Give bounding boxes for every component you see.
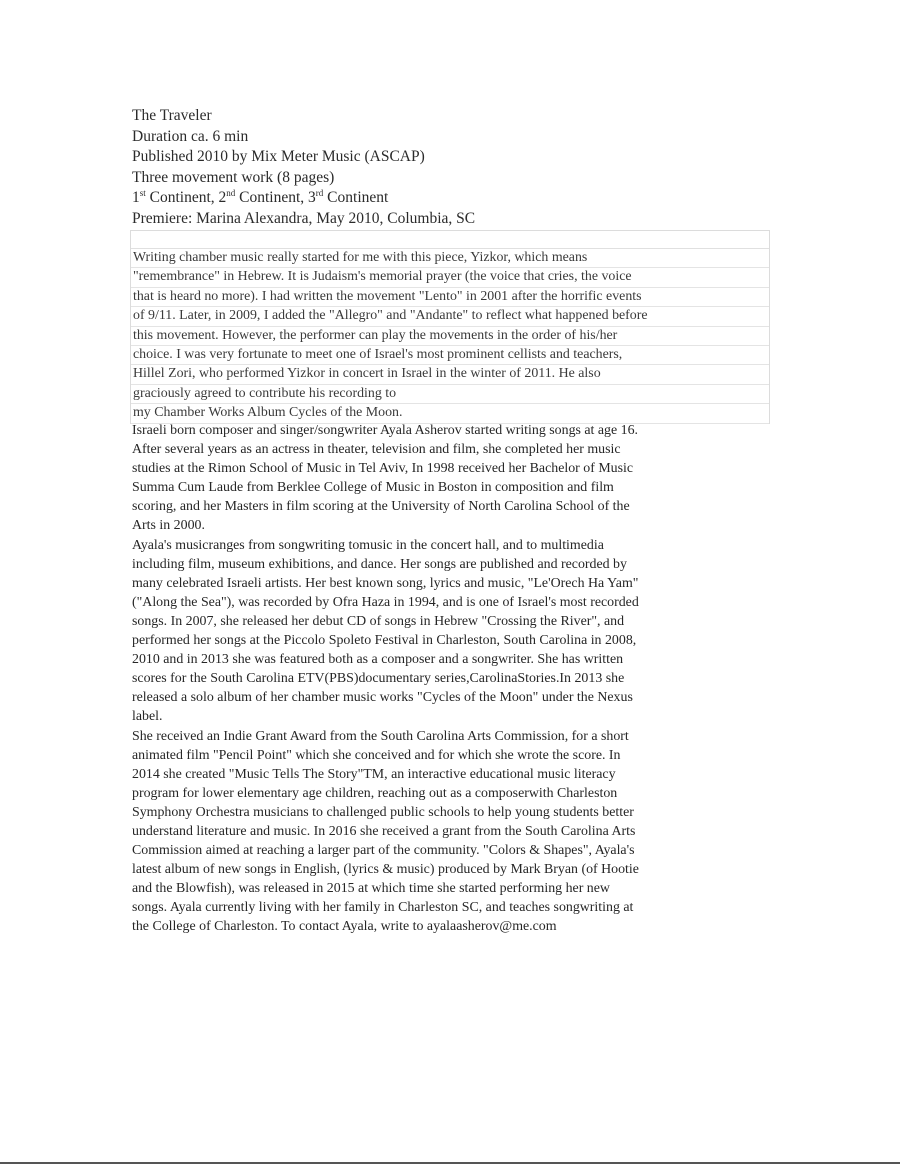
- program-note-line: choice. I was very fortunate to meet one of Israel's most prominent cellists and teachers,: [131, 346, 769, 365]
- program-note-line: Writing chamber music really started for me with this piece, Yizkor, which means: [131, 249, 769, 268]
- movement-number: 2: [218, 189, 227, 206]
- program-note-box: [130, 230, 770, 424]
- ordinal-suffix: st: [139, 188, 146, 198]
- composer-biography: [132, 421, 772, 937]
- work-duration: Duration ca. 6 min: [132, 127, 249, 145]
- bio-line: Arts in 2000.: [132, 518, 205, 534]
- bio-line: including film, museum exhibitions, and dance. Her songs are published and recorded by: [132, 556, 627, 572]
- program-note-line: "remembrance" in Hebrew. It is Judaism's memorial prayer (the voice that cries, the voice: [131, 268, 769, 287]
- bio-line: songs. Ayala currently living with her family in Charleston SC, and teaches songwriting at: [132, 900, 634, 916]
- ordinal-suffix: nd: [226, 188, 236, 198]
- work-header: [132, 106, 772, 229]
- program-note-line: of 9/11. Later, in 2009, I added the "Allegro" and "Andante" to reflect what happened before: [131, 307, 769, 326]
- bio-line: many celebrated Israeli artists. Her best known song, lyrics and music, "Le'Orech Ha Yam": [132, 575, 639, 591]
- program-note-line: this movement. However, the performer can play the movements in the order of his/her: [131, 327, 769, 346]
- work-premiere: Premiere: Marina Alexandra, May 2010, Columbia, SC: [132, 209, 476, 227]
- bio-line: scoring, and her Masters in film scoring at the University of North Carolina School of the: [132, 499, 630, 515]
- movement-list: [132, 188, 772, 209]
- work-title: The Traveler: [132, 107, 212, 124]
- bio-line: 2014 she created "Music Tells The Story"TM, an interactive educational music literacy: [132, 766, 616, 782]
- bio-line: Commission aimed at reaching a larger part of the community. "Colors & Shapes", Ayala's: [132, 843, 635, 859]
- bio-line: She received an Indie Grant Award from the South Carolina Arts Commission, for a short: [132, 728, 629, 744]
- bio-line: scores for the South Carolina ETV(PBS)documentary series,CarolinaStories.In 2013 she: [132, 671, 625, 687]
- note-box-top-row: [131, 231, 769, 249]
- bio-line: and the Blowfish), was released in 2015 at which time she started performing her new: [132, 881, 610, 897]
- work-description: Three movement work (8 pages): [132, 168, 335, 186]
- movement-name: Continent,: [145, 189, 219, 206]
- bio-line: program for lower elementary age children, reaching out as a composerwith Charleston: [132, 785, 618, 801]
- movement-name: Continent: [323, 189, 389, 206]
- bio-line: latest album of new songs in English, (lyrics & music) produced by Mark Bryan (of Hootie: [132, 862, 639, 878]
- bio-line: Summa Cum Laude from Berklee College of Music in Boston in composition and film: [132, 480, 614, 496]
- bio-line: animated film "Pencil Point" which she conceived and for which she wrote the score. In: [132, 747, 621, 763]
- bio-line: performed her songs at the Piccolo Spoleto Festival in Charleston, South Carolina in 2008,: [132, 633, 637, 649]
- ordinal-suffix: rd: [315, 188, 324, 198]
- bio-line: understand literature and music. In 2016 she received a grant from the South Carolina Arts: [132, 823, 636, 839]
- movement-name: Continent,: [235, 189, 309, 206]
- movement-number: 1: [132, 189, 140, 206]
- bio-line: ("Along the Sea"), was recorded by Ofra Haza in 1994, and is one of Israel's most recorded: [132, 594, 639, 610]
- bio-line: After several years as an actress in theater, television and film, she completed her music: [132, 442, 621, 458]
- bio-line: Symphony Orchestra musicians to challenged public schools to help young students better: [132, 804, 634, 820]
- movement-number: 3: [308, 189, 316, 206]
- bio-line: songs. In 2007, she released her debut CD of songs in Hebrew "Crossing the River", and: [132, 613, 625, 629]
- bio-line: Israeli born composer and singer/songwriter Ayala Asherov started writing songs at age 16.: [132, 423, 638, 438]
- bio-line: 2010 and in 2013 she was featured both as a composer and a songwriter. She has written: [132, 652, 624, 668]
- program-note-line: my Chamber Works Album Cycles of the Moon.: [131, 404, 769, 423]
- program-note-line: graciously agreed to contribute his recording to: [131, 385, 769, 404]
- program-note-line: that is heard no more). I had written the movement "Lento" in 2001 after the horrific events: [131, 288, 769, 307]
- bio-line: label.: [132, 709, 163, 725]
- bio-line: studies at the Rimon School of Music in Tel Aviv, In 1998 received her Bachelor of Music: [132, 461, 634, 477]
- program-note-line: Hillel Zori, who performed Yizkor in concert in Israel in the winter of 2011. He also: [131, 365, 769, 384]
- bio-line: the College of Charleston. To contact Ayala, write to ayalaasherov@me.com: [132, 919, 557, 935]
- bio-line: Ayala's musicranges from songwriting tomusic in the concert hall, and to multimedia: [132, 537, 604, 553]
- bio-line: released a solo album of her chamber music works "Cycles of the Moon" under the Nexus: [132, 690, 633, 706]
- work-publisher: Published 2010 by Mix Meter Music (ASCAP): [132, 148, 425, 165]
